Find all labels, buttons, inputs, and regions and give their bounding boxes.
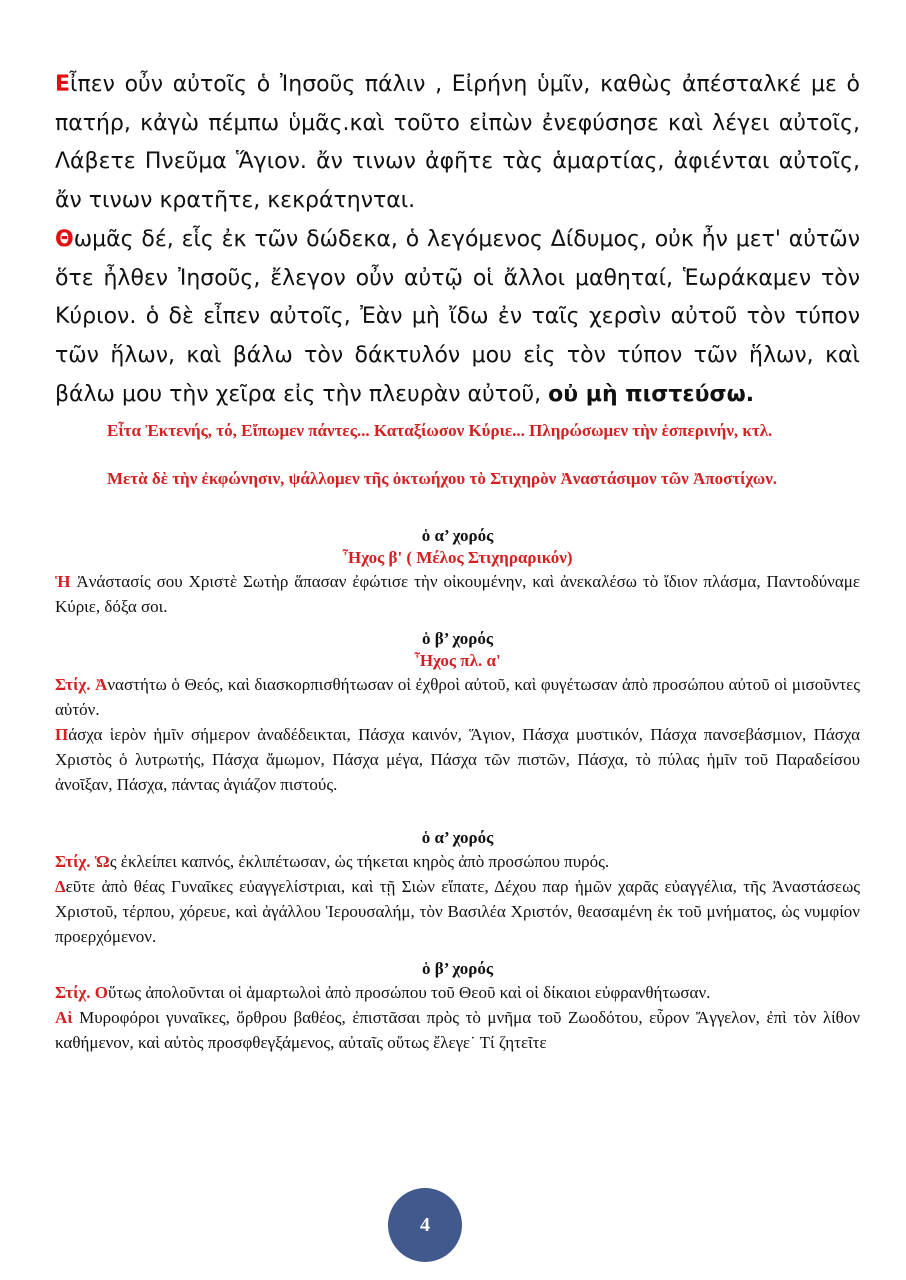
page-number-badge <box>388 1188 462 1262</box>
choir-heading: ὁ β’ χορός <box>422 959 493 979</box>
hymn-paragraph <box>55 569 860 619</box>
choir-heading: ὁ α’ χορός <box>421 526 494 546</box>
hymn-drop-cap: Αἱ <box>55 1008 73 1028</box>
hymn-paragraph <box>55 1005 860 1055</box>
hymn-text: άσχα ἱερὸν ἡμῖν σήμερον ἀναδέδεικται, Πάσχα καινόν, Ἅγιον, Πάσχα μυστικόν, Πάσχα πανσεβάσμιον, Πάσχα Χριστὸς ὁ λυτρωτής, Πάσχα ἄμωμον, Πάσχα μέγα, Πάσχα τῶν πιστῶν, Πάσχα, τὸ πύλας ἡμῖν τοῦ Παραδείσου ἀνοῖξαν, Πάσχα, πάντας ἁγιάζον πιστούς. <box>55 725 860 795</box>
stichos-text: ναστήτω ὁ Θεός, καὶ διασκορπισθήτωσαν οἱ ἐχθροὶ αὐτοῦ, καὶ φυγέτωσαν ἀπὸ προσώπου αὐτοῦ οἱ μισοῦντες αὐτόν. <box>55 675 860 720</box>
rubric-ektenis: Εἶτα Ἐκτενής, τό, Εἴπωμεν πάντες... Καταξίωσον Κύριε... Πληρώσωμεν τὴν ἑσπερινήν, κτλ. <box>107 421 773 441</box>
hymn-drop-cap: Ἡ <box>55 572 71 592</box>
stichos-label: Στίχ. Ἀ <box>55 675 108 695</box>
gospel-ending: οὐ μὴ πιστεύσω. <box>548 381 755 407</box>
hymn-text: Ἀνάστασίς σου Χριστὲ Σωτὴρ ἅπασαν ἐφώτισε τὴν οἰκουμένην, καὶ ἀνεκαλέσω τὸ ἴδιον πλάσμα, Παντοδύναμε Κύριε, δόξα σοι. <box>55 572 860 617</box>
hymn-paragraph <box>55 722 860 797</box>
hymn-text: Μυροφόροι γυναῖκες, ὄρθρου βαθέος, ἐπιστᾶσαι πρὸς τὸ μνῆμα τοῦ Ζωοδότου, εὗρον Ἄγγελον, ἐπὶ τὸν λίθον καθήμενον, καὶ αὐτὸς προσφθεγξάμενος, αὐταῖς οὕτως ἔλεγε˙ Τί ζητεῖτε <box>55 1008 860 1053</box>
gospel-text: ἶπεν οὖν αὐτοῖς ὁ Ἰησοῦς πάλιν , Εἰρήνη ὑμῖν, καθὼς ἀπέσταλκέ με ὁ πατήρ, κἀγὼ πέμπω ὑμᾶς.καὶ τοῦτο εἰπὼν ἐνεφύσησε καὶ λέγει αὐτοῖς, Λάβετε Πνεῦμα Ἅγιον. ἄν τινων ἀφῆτε τὰς ἁμαρτίας, ἀφιένται αὐτοῖς, ἄν τινων κρατῆτε, κεκράτηνται. <box>55 72 860 214</box>
stichos-verse <box>55 980 860 1005</box>
stichos-text: ς ἐκλείπει καπνός, ἐκλιπέτωσαν, ὡς τήκεται κηρὸς ἀπὸ προσώπου πυρός. <box>109 852 610 872</box>
choir-heading: ὁ β’ χορός <box>422 629 493 649</box>
page-number: 4 <box>420 1213 430 1236</box>
hymn-text: εῦτε ἀπὸ θέας Γυναῖκες εὐαγγελίστριαι, καὶ τῇ Σιὼν εἴπατε, Δέχου παρ ἡμῶν χαρᾶς εὐαγγέλια, τῆς Ἀναστάσεως Χριστοῦ, τέρπου, χόρευε, καὶ ἀγάλλου Ἱερουσαλήμ, τὸν Βασιλέα Χριστόν, θεασαμένη ἐκ τοῦ μνήματος, ὡς νυμφίον προερχόμενον. <box>55 877 860 947</box>
hymn-drop-cap: Π <box>55 725 69 745</box>
tone-heading: Ἦχος β' ( Μέλος Στιχηραρικόν) <box>342 548 573 568</box>
rubric-aposticha: Μετὰ δὲ τὴν ἐκφώνησιν, ψάλλομεν τῆς ὀκτωήχου τὸ Στιχηρὸν Ἀναστάσιμον τῶν Ἀποστίχων. <box>107 469 778 489</box>
gospel-text: ωμᾶς δέ, εἷς ἐκ τῶν δώδεκα, ὁ λεγόμενος Δίδυμος, οὐκ ἦν μετ' αὐτῶν ὅτε ἦλθεν Ἰησοῦς, ἔλεγον οὖν αὐτῷ οἱ ἄλλοι μαθηταί, Ἑωράκαμεν τὸν Κύριον. ὁ δὲ εἶπεν αὐτοῖς, Ἐὰν μὴ ἴδω ἐν ταῖς χερσὶν αὐτοῦ τὸν τύπον τῶν ἥλων, καὶ βάλω τὸν δάκτυλόν μου εἰς τὸν τύπον τῶν ἥλων, καὶ βάλω μου τὴν χεῖρα εἰς τὴν πλευρὰν αὐτοῦ, <box>55 226 860 407</box>
stichos-label: Στίχ. Ὡ <box>55 852 110 872</box>
gospel-paragraph-2 <box>55 221 860 415</box>
gospel-paragraph-1 <box>55 66 860 221</box>
hymn-drop-cap: Δ <box>55 877 66 897</box>
stichos-verse <box>55 672 860 722</box>
stichos-text: ὕτως ἀπολοῦνται οἱ ἁμαρτωλοὶ ἀπὸ προσώπου τοῦ Θεοῦ καὶ οἱ δίκαιοι εὐφρανθήτωσαν. <box>107 983 711 1003</box>
stichos-verse <box>55 849 860 874</box>
drop-cap: Θ <box>55 226 74 252</box>
drop-cap: Ε <box>55 72 71 97</box>
hymn-paragraph <box>55 874 860 949</box>
stichos-label: Στίχ. Ο <box>55 983 108 1003</box>
page-content <box>55 66 860 1055</box>
choir-heading: ὁ α’ χορός <box>421 828 494 848</box>
tone-heading: Ἦχος πλ. α' <box>414 651 501 671</box>
